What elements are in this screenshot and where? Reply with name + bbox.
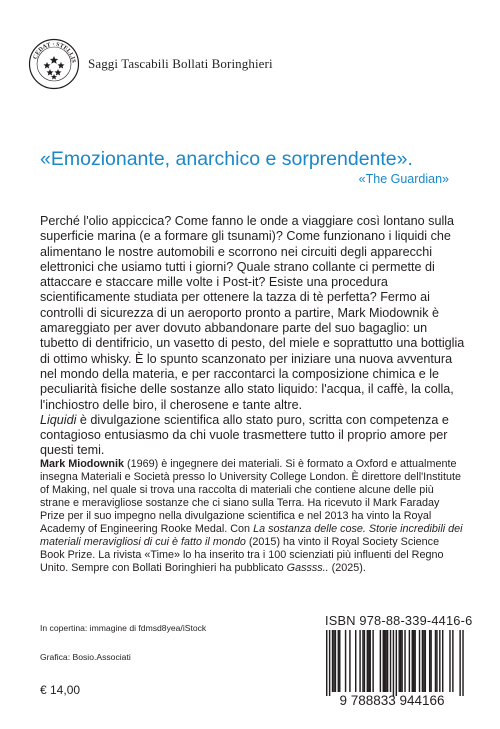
isbn-label: ISBN 978-88-339-4416-6 xyxy=(325,613,473,628)
barcode-bar xyxy=(385,630,386,692)
book-title: Liquidi xyxy=(40,412,77,427)
barcode-bar xyxy=(359,630,360,692)
barcode-bar xyxy=(383,630,384,692)
author-bio xyxy=(40,458,465,575)
press-quote xyxy=(40,147,455,186)
barcode-bar xyxy=(372,630,373,692)
barcode-bar xyxy=(462,630,463,696)
barcode-bar xyxy=(425,630,426,692)
quote-text: «Emozionante, anarchico e sorprendente». xyxy=(40,148,413,170)
graphics-credit: Grafica: Bosio.Associati xyxy=(40,652,131,662)
barcode-bar xyxy=(442,630,443,692)
barcode-bar xyxy=(435,630,436,692)
barcode-bar xyxy=(368,630,369,692)
barcode-bar xyxy=(400,630,401,692)
barcode-bar xyxy=(409,630,410,692)
publisher-name: Saggi Tascabili Bollati Boringhieri xyxy=(88,56,273,71)
barcode-bar xyxy=(326,630,327,696)
price: € 14,00 xyxy=(40,683,81,697)
barcode-bar xyxy=(338,630,339,692)
barcode-bar xyxy=(390,630,391,692)
barcode-bar xyxy=(362,630,363,692)
barcode-bar xyxy=(399,630,400,692)
book-blurb xyxy=(40,214,465,459)
seal-logo-icon xyxy=(28,38,80,90)
blurb-paragraph: Perché l'olio appiccica? Come fanno le onde a viaggiare così lontano sulla superficie marina (e a formare gli tsunami)? Come funzionano i liquidi che alimentano le nostre automobili e scorrono nei circuiti degli apparecchi elettronici che usiamo tutti i giorni? Quale strano collante ci permette di attaccare e staccare mille volte i Post-it? Esiste una procedura scientificamente studiata per ottenere la tazza di tè perfetta? Fermo ai controlli di sicurezza di un aeroporto pronto a partire, Mark Miodownik è amareggiato per aver dovuto abbandonare parte del suo bagaglio: un tubetto di dentifricio, un vasetto di pesto, del miele e soprattutto una bottiglia di ottimo whisky. È lo spunto scanzonato per iniziare una nuova avventura nel mondo della materia, e per raccontarci la composizione chimica e le peculiarità fisiche delle sostanze allo stato liquido: l'acqua, il caffè, la colla, l'inchiostro delle biro, il cherosene e tante altre. xyxy=(40,214,465,412)
barcode-bar xyxy=(339,630,340,692)
bio-text-3: (2025). xyxy=(328,562,366,574)
bio-book-2: Gassss.. xyxy=(286,562,329,574)
barcode-bar xyxy=(422,630,423,692)
barcode-bar xyxy=(452,630,453,692)
barcode-bar xyxy=(429,630,430,692)
publisher-header xyxy=(28,38,273,90)
bio-text-2: (2015) ha vinto il Royal Society Science Book Prize. La rivista «Time» lo ha inserito tra i 100 scienziati più influenti del Regno Unito. Sempre con Bollati Boringhieri ha pubblicato xyxy=(40,536,444,574)
bio-book-1: La sostanza delle cose. Storie incredibili dei materiali meravigliosi di cui è fatto il mondo xyxy=(40,523,463,548)
barcode-bar xyxy=(449,630,450,692)
barcode-bar xyxy=(414,630,415,692)
quote-source: «The Guardian» xyxy=(358,172,449,186)
barcode-bar xyxy=(419,630,420,692)
barcode-bar xyxy=(333,630,334,692)
barcode-bar xyxy=(332,630,333,692)
blurb-paragraph-2-text: è divulgazione scientifica allo stato puro, scritta con competenza e contagioso entusiasmo da chi vuole trasmettere tutto il proprio amore per questi temi. xyxy=(40,412,449,458)
barcode-bar xyxy=(401,630,402,692)
barcode-bar xyxy=(329,630,330,696)
barcode-bar xyxy=(370,630,371,692)
barcode-bar xyxy=(412,630,413,692)
barcode-bar xyxy=(413,630,414,692)
barcode-bar xyxy=(380,630,381,692)
barcode-bar xyxy=(439,630,440,692)
author-name: Mark Miodownik xyxy=(40,458,124,470)
barcode-bar xyxy=(355,630,356,692)
barcode-bar xyxy=(364,630,365,692)
isbn-barcode xyxy=(314,628,470,708)
barcode-bar xyxy=(396,630,397,696)
barcode-bar xyxy=(345,630,346,692)
barcode-bar xyxy=(423,630,424,692)
barcode-bar xyxy=(349,630,350,692)
barcode-bar xyxy=(430,630,431,692)
barcode-bar xyxy=(393,630,394,696)
barcode-digits: 9 788833 944166 xyxy=(339,693,445,708)
barcode-bar xyxy=(384,630,385,692)
barcode-bar xyxy=(436,630,437,692)
barcode-bar xyxy=(367,630,368,692)
barcode-bar xyxy=(404,630,405,692)
svg-text:CEDAT · STELLIS: CEDAT · STELLIS xyxy=(32,41,77,64)
bio-text-1: (1969) è ingegnere dei materiali. Si è formato a Oxford e attualmente insegna Materiali e Società presso lo University College London. È direttore dell'Institute of Making, nel quale si trova una raccolta di materiali che contiene alcune delle più strane e meravigliose sostanze che ci siano sulla Terra. Ha ricevuto il Mark Faraday Prize per il suo impegno nella divulgazione scientifica e nel 2013 ha vinto la Royal Academy of Engineering Rooke Medal. Con xyxy=(40,458,461,535)
blurb-paragraph-2 xyxy=(40,413,465,459)
barcode-bar xyxy=(335,630,336,692)
barcode-bar xyxy=(459,630,460,696)
cover-credit: In copertina: immagine di fdmsd8yea/iStock xyxy=(40,623,207,633)
barcode-bar xyxy=(387,630,388,692)
